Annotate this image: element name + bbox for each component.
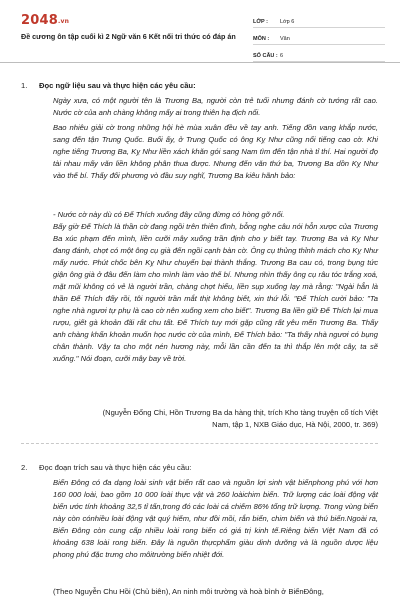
- meta-value: Văn: [280, 36, 290, 42]
- site-logo[interactable]: [21, 13, 69, 28]
- section-divider: [21, 443, 378, 444]
- logo-suffix: .vn: [57, 18, 70, 25]
- meta-row-subject: [253, 32, 385, 45]
- question-title: Đọc ngữ liệu sau và thực hiện các yêu cầu:: [39, 81, 196, 90]
- question-1: [21, 80, 378, 430]
- document-meta: [253, 15, 385, 66]
- logo-text: 2048: [21, 13, 58, 28]
- meta-row-question-count: [253, 49, 385, 62]
- passage-paragraph: Bấy giờ Đế Thích là thần cờ đang ngồi trên thiên đình, bỗng nghe câu nói hỗn xược của Trương Ba xúc phạm đến mình, liền cưỡi mây xuống trần định cho y biết tay. Trương Ba và Kỵ Như đang đánh, chợt có một ông cụ già đến ngồi cạnh bàn cờ. Ông cụ thủng thỉnh mách cho Kỵ Như mấy nước. Phút chốc bên Kỵ Như chuyển bại thành thắng. Trương Ba cau có, trong bụng tức giận ông già ở đâu đến làm cho mình làm vào thế bí. Nhưng nhìn thấy ông cụ râu tóc trắng xoá, mặt mũi không có vẻ là người trần, chàng chợt hiểu, liền sụp xuống lạy mà rằng: "Ngài hẳn là thần Đế Thích đấy rồi, tôi người trần mắt thịt không biết, xin thứ lỗi. "Đế Thích cười bảo: "Ta nghe nhà ngươi tự phụ là cao cờ nên xuống xem cho biết". Trương Ba liền giữ Đế Thích lại mua rượu, giết gà khoản đãi rất chu tất. Đế Thích tuy mới gặp cũng rất yêu mến Trương Ba. Thấy anh chàng khẩn khoản muốn học nước cờ của mình, Đế Thích bảo: "Ta thấy nhà ngươi có bụng chân thành. Vậy ta cho một nén hương này, mỗi lần cần đến ta thì thắp lên một cây, ta sẽ xuống." Nói đoạn, cưỡi mây bay về trời.: [53, 222, 378, 363]
- meta-key: MÔN :: [253, 36, 270, 42]
- page-header: [0, 0, 400, 63]
- meta-key: SỐ CÂU :: [253, 53, 278, 59]
- meta-key: LỚP :: [253, 19, 268, 25]
- passage-source: (Nguyễn Đổng Chi, Hồn Trương Ba da hàng thịt, trích Kho tàng truyện cổ tích Việt Nam, tập 1, NXB Giáo dục, Hà Nội, 2000, tr. 369): [102, 408, 378, 429]
- passage-paragraph: Bao nhiêu giải cờ trong những hội hè mùa xuân đều về tay anh. Tiếng đồn vang khắp nước, sang đến tận Trung Quốc. Buổi ấy, ở Trung Quốc có ông Kỵ Như cũng nổi tiếng cao cờ. Khi nghe tiếng Trương Ba, Kỵ Như liền xách khăn gói sang Nam tìm đến tận nhà tỉ thí. Hai người đọ tài nhau mấy văn liền không phân thua được. Nhưng đến văn thứ ba, Trương Ba dồn Kỵ Như vào thế bí. Thấy đối phương vò đầu suy nghĩ, Trương Ba kiêu hãnh bảo:: [53, 123, 378, 180]
- question-number: 1.: [21, 81, 28, 90]
- question-2: [21, 462, 378, 600]
- question-title: Đọc đoạn trích sau và thực hiện các yêu cầu:: [39, 463, 192, 472]
- meta-value: Lớp 6: [280, 19, 295, 25]
- passage-paragraph: Biển Đông có đa dạng loài sinh vật biển rất cao và nguồn lợi sinh vật biểnphong phú với hơn 160 000 loài, bao gồm 10 000 loài thực vật và 260 loàichim biển. Trữ lượng các loài động vật biển ước tính khoảng 32,5 tỉ tấn,trong đó các loài cá chiếm 86% tổng trữ lượng. Trong vùng biển này còn cónhiều loài động vật quý hiếm, như đồi mồi, rắn biển, chim biển và thú biển.Ngoài ra, Biển Đông còn cung cấp nhiều loài rong biển có giá trị kinh tế.Riêng biển Việt Nam đã có khoảng 638 loài rong biển. Đây là nguồn thựcphẩm giàu dinh dưỡng và là nguồn dược liệu phong phú đặc trưng cho môitrường biển nhiệt đới.: [53, 478, 378, 559]
- meta-row-grade: [253, 15, 385, 28]
- meta-value: 6: [280, 53, 284, 59]
- passage-paragraph: - Nước cờ này dù có Đế Thích xuống đây cũng đừng có hòng gỡ nổi.: [53, 210, 285, 219]
- passage-paragraph: Ngày xưa, có một người tên là Trương Ba, người còn trẻ tuổi nhưng đánh cờ tướng rất cao. Nước cờ của anh chàng không mấy ai trong thiên hạ địch nổi.: [53, 96, 378, 117]
- question-number: 2.: [21, 463, 28, 472]
- passage-source: (Theo Nguyễn Chu Hồi (Chủ biên), An ninh môi trường và hoà bình ở BiểnĐông,: [53, 587, 324, 596]
- document-title: Đề cương ôn tập cuối kì 2 Ngữ văn 6 Kết nối tri thức có đáp án: [21, 32, 236, 41]
